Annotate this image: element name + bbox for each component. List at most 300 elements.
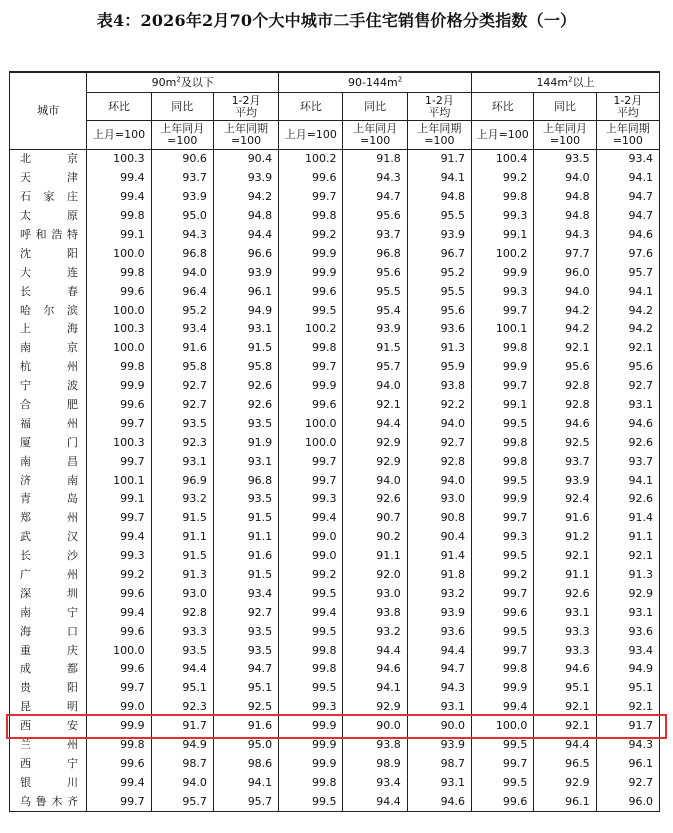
value-cell: 94.9 [213,301,278,320]
value-cell: 99.7 [279,358,343,377]
value-cell: 99.2 [279,226,343,245]
value-cell: 94.3 [534,226,596,245]
table-row [10,698,660,717]
table-row [10,207,660,226]
value-cell: 94.0 [534,169,596,188]
value-cell: 91.2 [534,528,596,547]
value-cell: 94.6 [596,226,659,245]
value-cell: 99.8 [472,433,534,452]
value-cell: 93.1 [213,320,278,339]
city-cell: 长春 [10,282,87,301]
value-cell: 99.3 [87,547,151,566]
city-cell: 广州 [10,566,87,585]
value-cell: 92.8 [534,396,596,415]
value-cell: 92.8 [151,603,213,622]
value-cell: 99.1 [87,226,151,245]
value-cell: 91.5 [343,339,407,358]
value-cell: 99.3 [279,490,343,509]
value-cell: 92.3 [151,433,213,452]
value-cell: 100.3 [87,150,151,169]
value-cell: 92.7 [407,433,471,452]
value-cell: 94.7 [213,660,278,679]
table-row [10,358,660,377]
value-cell: 96.0 [534,263,596,282]
table-row [10,396,660,415]
value-cell: 91.1 [151,528,213,547]
table-row [10,320,660,339]
value-cell: 93.8 [343,603,407,622]
table-row [10,301,660,320]
value-cell: 99.9 [279,263,343,282]
value-cell: 91.5 [213,566,278,585]
value-cell: 95.1 [596,679,659,698]
value-cell: 94.7 [596,207,659,226]
value-cell: 90.6 [151,150,213,169]
base-header-mom: 上月=100 [279,121,343,150]
table-row [10,679,660,698]
value-cell: 99.4 [279,603,343,622]
value-cell: 92.0 [343,566,407,585]
sub-header-mom: 环比 [472,93,534,121]
value-cell: 93.4 [213,584,278,603]
value-cell: 91.5 [151,509,213,528]
value-cell: 100.0 [87,301,151,320]
value-cell: 93.1 [407,773,471,792]
value-cell: 99.8 [87,358,151,377]
sub-header-ytd-avg: 1-2月 平均 [407,93,471,121]
value-cell: 93.3 [534,641,596,660]
value-cell: 90.0 [343,717,407,736]
table-row [10,263,660,282]
value-cell: 95.1 [151,679,213,698]
value-cell: 100.0 [87,244,151,263]
sub-header-yoy: 同比 [534,93,596,121]
value-cell: 92.6 [596,433,659,452]
value-cell: 93.1 [596,396,659,415]
value-cell: 94.2 [534,301,596,320]
value-cell: 99.9 [279,755,343,774]
value-cell: 94.7 [343,188,407,207]
value-cell: 99.9 [87,377,151,396]
city-cell: 上海 [10,320,87,339]
table-row [10,282,660,301]
base-header-mom: 上月=100 [87,121,151,150]
value-cell: 99.6 [87,755,151,774]
value-cell: 99.4 [472,698,534,717]
city-cell: 杭州 [10,358,87,377]
value-cell: 92.1 [596,547,659,566]
value-cell: 94.4 [343,792,407,811]
value-cell: 93.7 [343,226,407,245]
value-cell: 93.1 [596,603,659,622]
value-cell: 92.9 [343,433,407,452]
base-header-ytd-avg: 上年同期 =100 [596,121,659,150]
value-cell: 95.5 [407,282,471,301]
value-cell: 93.3 [151,622,213,641]
value-cell: 95.5 [407,207,471,226]
value-cell: 93.7 [596,452,659,471]
city-cell: 兰州 [10,736,87,755]
city-cell: 乌鲁木齐 [10,792,87,811]
table-row [10,528,660,547]
value-cell: 93.8 [407,377,471,396]
value-cell: 98.7 [151,755,213,774]
value-cell: 94.3 [343,169,407,188]
table-header [10,72,660,150]
city-cell: 合肥 [10,396,87,415]
city-cell: 郑州 [10,509,87,528]
value-cell: 91.5 [213,509,278,528]
value-cell: 92.1 [596,698,659,717]
value-cell: 99.6 [87,622,151,641]
value-cell: 91.1 [213,528,278,547]
value-cell: 91.6 [151,339,213,358]
value-cell: 91.9 [213,433,278,452]
value-cell: 99.8 [472,188,534,207]
value-cell: 94.0 [343,377,407,396]
value-cell: 99.8 [279,660,343,679]
city-cell: 天津 [10,169,87,188]
value-cell: 99.7 [87,414,151,433]
value-cell: 99.5 [472,773,534,792]
sub-header-mom: 环比 [279,93,343,121]
value-cell: 92.7 [596,377,659,396]
value-cell: 92.6 [343,490,407,509]
city-cell: 南昌 [10,452,87,471]
value-cell: 93.2 [343,622,407,641]
city-cell: 海口 [10,622,87,641]
table-row [10,547,660,566]
value-cell: 99.4 [87,188,151,207]
value-cell: 94.0 [343,471,407,490]
value-cell: 94.0 [151,773,213,792]
value-cell: 93.3 [534,622,596,641]
value-cell: 99.7 [472,301,534,320]
value-cell: 92.9 [343,452,407,471]
value-cell: 100.1 [87,471,151,490]
value-cell: 93.0 [407,490,471,509]
table-row [10,603,660,622]
value-cell: 93.5 [213,414,278,433]
value-cell: 91.6 [534,509,596,528]
value-cell: 93.9 [213,169,278,188]
value-cell: 96.1 [213,282,278,301]
table-row [10,622,660,641]
value-cell: 100.0 [472,717,534,736]
value-cell: 95.8 [213,358,278,377]
value-cell: 96.4 [151,282,213,301]
base-header-yoy: 上年同月 =100 [534,121,596,150]
value-cell: 100.0 [279,414,343,433]
value-cell: 95.0 [151,207,213,226]
value-cell: 91.1 [596,528,659,547]
value-cell: 99.5 [472,622,534,641]
value-cell: 94.6 [596,414,659,433]
group-header-large: $144m^2$以上 [472,72,660,93]
table-row [10,471,660,490]
value-cell: 99.2 [87,566,151,585]
value-cell: 94.6 [343,660,407,679]
base-header-mom: 上月=100 [472,121,534,150]
value-cell: 99.0 [87,698,151,717]
city-cell: 成都 [10,660,87,679]
value-cell: 99.6 [87,396,151,415]
value-cell: 94.0 [407,414,471,433]
value-cell: 91.6 [213,547,278,566]
value-cell: 99.4 [279,509,343,528]
value-cell: 99.6 [87,584,151,603]
value-cell: 92.7 [151,377,213,396]
value-cell: 99.2 [472,566,534,585]
city-cell: 深圳 [10,584,87,603]
value-cell: 95.5 [343,282,407,301]
value-cell: 92.9 [343,698,407,717]
value-cell: 92.4 [534,490,596,509]
value-cell: 98.7 [407,755,471,774]
value-cell: 99.0 [279,528,343,547]
value-cell: 95.1 [213,679,278,698]
table-row [10,792,660,811]
value-cell: 94.9 [151,736,213,755]
base-header-yoy: 上年同月 =100 [151,121,213,150]
value-cell: 94.1 [596,282,659,301]
value-cell: 94.0 [407,471,471,490]
value-cell: 94.2 [534,320,596,339]
value-cell: 90.7 [343,509,407,528]
value-cell: 93.0 [343,584,407,603]
value-cell: 94.1 [407,169,471,188]
value-cell: 94.2 [213,188,278,207]
city-cell: 昆明 [10,698,87,717]
value-cell: 94.9 [596,660,659,679]
value-cell: 94.4 [534,736,596,755]
value-cell: 99.7 [472,509,534,528]
price-index-table [9,71,660,812]
value-cell: 93.5 [534,150,596,169]
value-cell: 93.1 [151,452,213,471]
value-cell: 91.6 [213,717,278,736]
value-cell: 90.8 [407,509,471,528]
value-cell: 93.6 [596,622,659,641]
value-cell: 93.9 [407,226,471,245]
value-cell: 92.8 [534,377,596,396]
value-cell: 90.2 [343,528,407,547]
value-cell: 95.9 [407,358,471,377]
value-cell: 90.4 [213,150,278,169]
value-cell: 99.5 [472,736,534,755]
city-cell: 呼和浩特 [10,226,87,245]
value-cell: 94.1 [343,679,407,698]
sub-header-yoy: 同比 [343,93,407,121]
value-cell: 94.8 [213,207,278,226]
value-cell: 91.3 [596,566,659,585]
value-cell: 99.9 [87,717,151,736]
value-cell: 93.8 [343,736,407,755]
value-cell: 99.6 [279,282,343,301]
value-cell: 92.6 [213,377,278,396]
value-cell: 93.9 [534,471,596,490]
value-cell: 99.7 [87,509,151,528]
value-cell: 90.4 [407,528,471,547]
city-cell: 长沙 [10,547,87,566]
value-cell: 92.5 [534,433,596,452]
base-header-ytd-avg: 上年同期 =100 [407,121,471,150]
value-cell: 99.8 [279,773,343,792]
value-cell: 99.9 [472,263,534,282]
city-cell: 西宁 [10,755,87,774]
value-cell: 94.3 [151,226,213,245]
city-cell: 太原 [10,207,87,226]
value-cell: 99.9 [279,377,343,396]
value-cell: 93.9 [213,263,278,282]
value-cell: 93.4 [343,773,407,792]
value-cell: 99.7 [87,679,151,698]
value-cell: 96.7 [407,244,471,263]
group-header-small: $90m^2$及以下 [87,72,279,93]
value-cell: 94.6 [407,792,471,811]
table-title: 表4：2026年2月70个大中城市二手住宅销售价格分类指数（一） [96,11,577,30]
value-cell: 94.6 [534,660,596,679]
table-row [10,226,660,245]
value-cell: 97.6 [596,244,659,263]
value-cell: 99.4 [87,603,151,622]
value-cell: 95.6 [343,263,407,282]
value-cell: 94.4 [213,226,278,245]
value-cell: 93.6 [407,622,471,641]
value-cell: 100.2 [472,244,534,263]
value-cell: 99.3 [472,207,534,226]
value-cell: 99.1 [472,226,534,245]
value-cell: 93.4 [596,150,659,169]
value-cell: 93.9 [407,603,471,622]
value-cell: 94.8 [407,188,471,207]
value-cell: 100.3 [87,320,151,339]
value-cell: 92.1 [534,717,596,736]
city-cell: 南宁 [10,603,87,622]
value-cell: 91.4 [407,547,471,566]
value-cell: 95.4 [343,301,407,320]
value-cell: 96.0 [596,792,659,811]
value-cell: 92.3 [151,698,213,717]
value-cell: 95.0 [213,736,278,755]
value-cell: 99.8 [279,641,343,660]
city-cell: 石家庄 [10,188,87,207]
value-cell: 93.9 [151,188,213,207]
city-cell: 贵阳 [10,679,87,698]
value-cell: 99.8 [279,207,343,226]
value-cell: 100.2 [279,150,343,169]
value-cell: 99.5 [279,301,343,320]
value-cell: 95.6 [596,358,659,377]
value-cell: 99.2 [472,169,534,188]
value-cell: 93.5 [213,641,278,660]
city-cell: 济南 [10,471,87,490]
value-cell: 99.9 [279,717,343,736]
value-cell: 99.0 [279,547,343,566]
table-row [10,641,660,660]
value-cell: 96.8 [213,471,278,490]
value-cell: 95.2 [407,263,471,282]
value-cell: 93.4 [151,320,213,339]
value-cell: 93.1 [213,452,278,471]
table-row [10,377,660,396]
table-body [10,150,660,812]
value-cell: 93.7 [151,169,213,188]
value-cell: 99.9 [279,736,343,755]
value-cell: 92.6 [213,396,278,415]
table-row [10,452,660,471]
city-column-header: 城市 [10,72,87,150]
value-cell: 99.9 [472,679,534,698]
value-cell: 99.8 [87,736,151,755]
value-cell: 92.2 [407,396,471,415]
value-cell: 93.9 [407,736,471,755]
value-cell: 93.0 [151,584,213,603]
value-cell: 96.1 [534,792,596,811]
value-cell: 91.1 [343,547,407,566]
value-cell: 100.0 [87,339,151,358]
value-cell: 92.6 [596,490,659,509]
value-cell: 99.8 [472,660,534,679]
value-cell: 99.5 [279,584,343,603]
value-cell: 96.9 [151,471,213,490]
base-header-row [10,121,660,150]
value-cell: 95.7 [213,792,278,811]
value-cell: 96.8 [151,244,213,263]
value-cell: 94.2 [596,301,659,320]
value-cell: 95.8 [151,358,213,377]
value-cell: 95.2 [151,301,213,320]
value-cell: 99.6 [472,792,534,811]
value-cell: 93.2 [151,490,213,509]
city-cell: 青岛 [10,490,87,509]
value-cell: 94.8 [534,207,596,226]
value-cell: 96.8 [343,244,407,263]
value-cell: 97.7 [534,244,596,263]
sub-header-row [10,93,660,121]
value-cell: 91.5 [213,339,278,358]
value-cell: 99.5 [472,471,534,490]
value-cell: 91.7 [151,717,213,736]
value-cell: 96.5 [534,755,596,774]
value-cell: 94.0 [534,282,596,301]
value-cell: 99.7 [472,377,534,396]
value-cell: 99.5 [279,792,343,811]
value-cell: 99.4 [87,169,151,188]
value-cell: 93.5 [151,414,213,433]
city-cell: 西安 [10,717,87,736]
value-cell: 91.3 [151,566,213,585]
value-cell: 95.6 [407,301,471,320]
value-cell: 99.2 [279,566,343,585]
value-cell: 93.5 [213,622,278,641]
sub-header-ytd-avg: 1-2月 平均 [213,93,278,121]
value-cell: 99.9 [279,244,343,263]
value-cell: 94.7 [407,660,471,679]
sub-header-ytd-avg: 1-2月 平均 [596,93,659,121]
table-row [10,736,660,755]
value-cell: 99.4 [87,773,151,792]
value-cell: 99.1 [87,490,151,509]
value-cell: 91.3 [407,339,471,358]
value-cell: 99.6 [87,660,151,679]
table-row [10,755,660,774]
value-cell: 99.5 [472,414,534,433]
value-cell: 91.4 [596,509,659,528]
value-cell: 99.7 [279,471,343,490]
value-cell: 91.7 [596,717,659,736]
value-cell: 91.1 [534,566,596,585]
